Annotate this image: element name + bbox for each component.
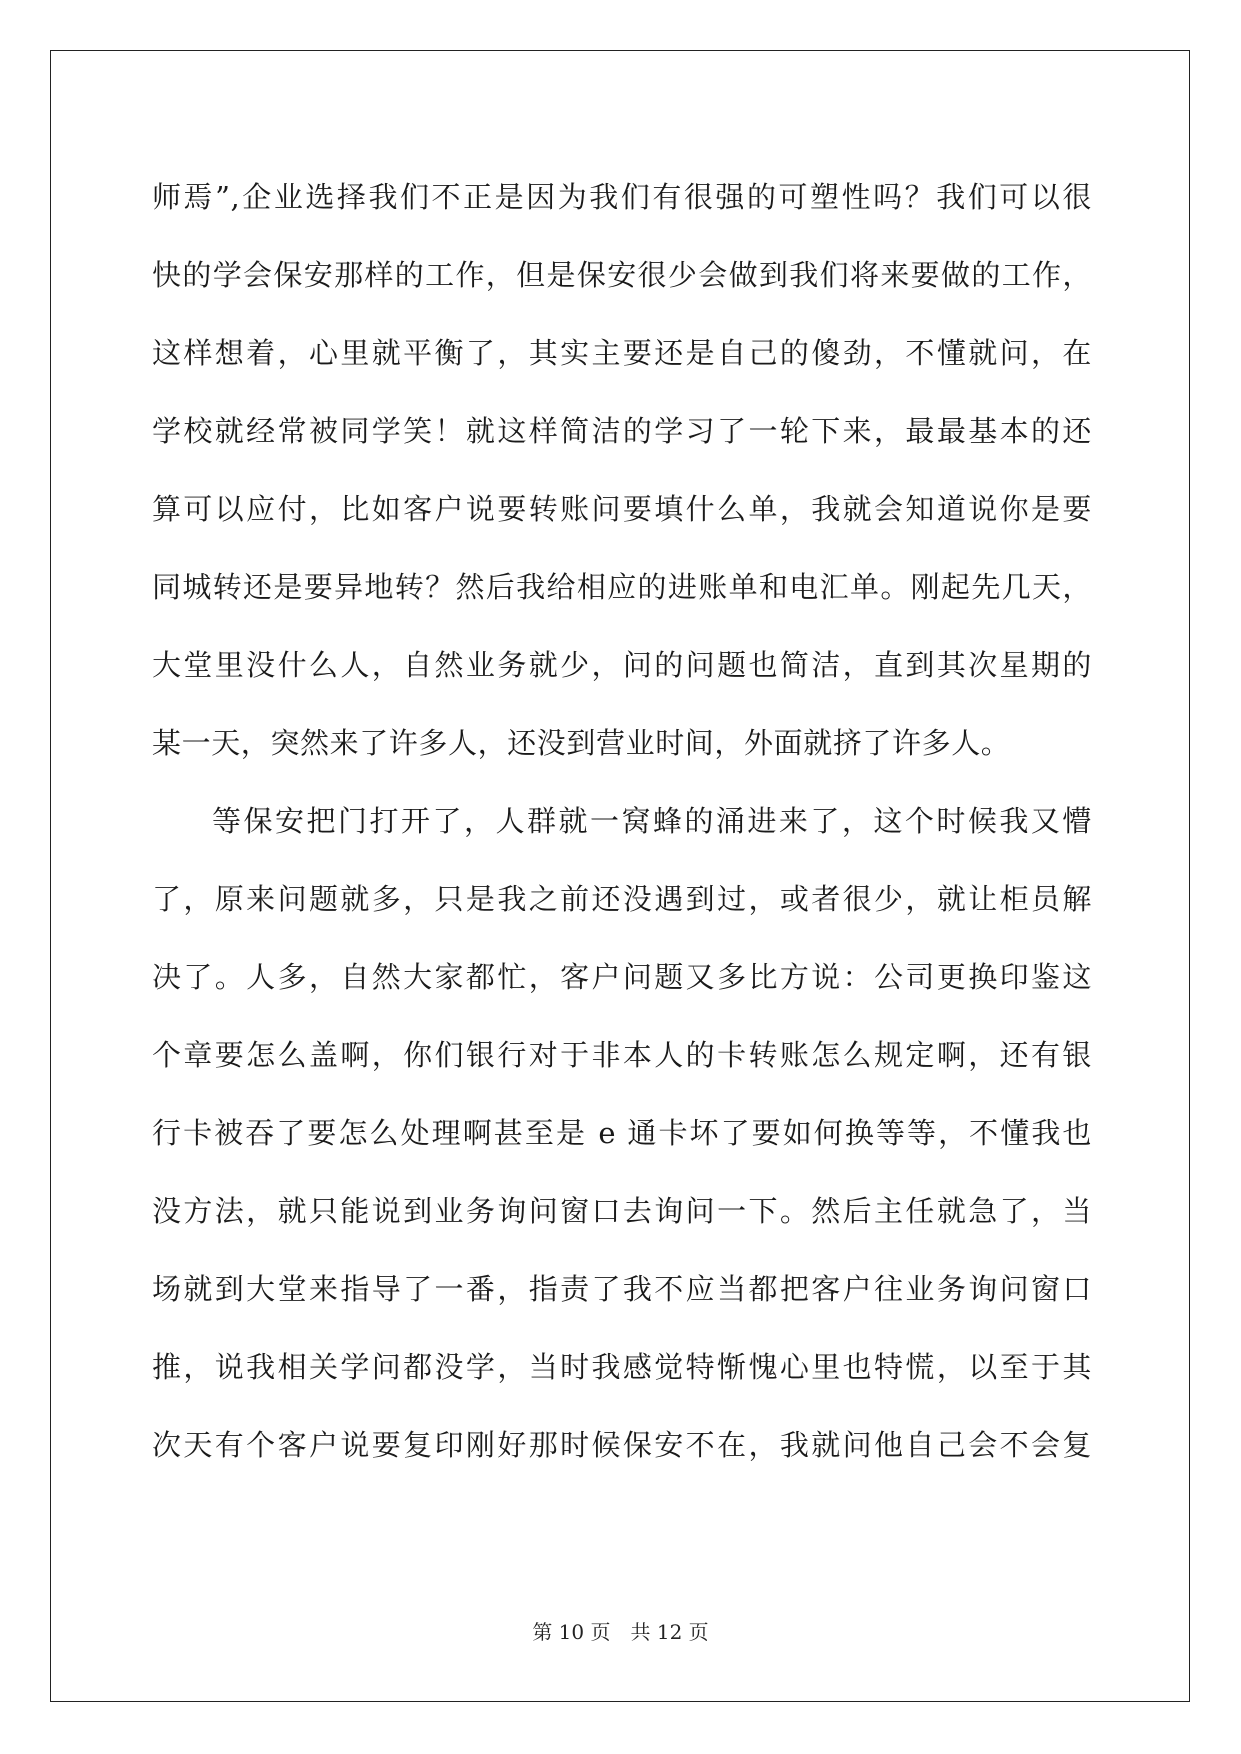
paragraph-2-line-1: 等保安把门打开了，人群就一窝蜂的涌进来了，这个时候我又懵 [212,804,1092,838]
paragraph-1-line-4: 学校就经常被同学笑！就这样简洁的学习了一轮下来，最最基本的还 [152,414,1092,448]
paragraph-2-line-4: 个章要怎么盖啊，你们银行对于非本人的卡转账怎么规定啊，还有银 [152,1038,1092,1072]
document-body [152,158,1092,1484]
paragraph-1-line-5: 算可以应付，比如客户说要转账问要填什么单，我就会知道说你是要 [152,492,1092,526]
paragraph-2-line-8: 推，说我相关学问都没学，当时我感觉特惭愧心里也特慌，以至于其 [152,1350,1092,1384]
paragraph-1-line-3: 这样想着，心里就平衡了，其实主要还是自己的傻劲，不懂就问，在 [152,336,1092,370]
paragraph-2-line-7: 场就到大堂来指导了一番，指责了我不应当都把客户往业务询问窗口 [152,1272,1092,1306]
paragraph-2-line-3: 决了。人多，自然大家都忙，客户问题又多比方说：公司更换印鉴这 [152,960,1092,994]
paragraph-1-line-1: 师焉”,企业选择我们不正是因为我们有很强的可塑性吗？我们可以很 [152,180,1092,214]
paragraph-1-line-7: 大堂里没什么人，自然业务就少，问的问题也简洁，直到其次星期的 [152,648,1092,682]
paragraph-2-line-2: 了，原来问题就多，只是我之前还没遇到过，或者很少，就让柜员解 [152,882,1092,916]
paragraph-1-line-2: 快的学会保安那样的工作，但是保安很少会做到我们将来要做的工作， [152,258,1092,292]
paragraph-2-line-9: 次天有个客户说要复印刚好那时候保安不在，我就问他自己会不会复 [152,1428,1092,1462]
page-number-footer: 第 10 页 共 12 页 [532,1620,709,1644]
paragraph-2-line-6: 没方法，就只能说到业务询问窗口去询问一下。然后主任就急了，当 [152,1194,1092,1228]
paragraph-1-line-8: 某一天，突然来了许多人，还没到营业时间，外面就挤了许多人。 [152,726,1011,760]
paragraph-2-line-5: 行卡被吞了要怎么处理啊甚至是 e 通卡坏了要如何换等等，不懂我也 [152,1116,1092,1150]
paragraph-1-line-6: 同城转还是要异地转？然后我给相应的进账单和电汇单。刚起先几天， [152,570,1092,604]
